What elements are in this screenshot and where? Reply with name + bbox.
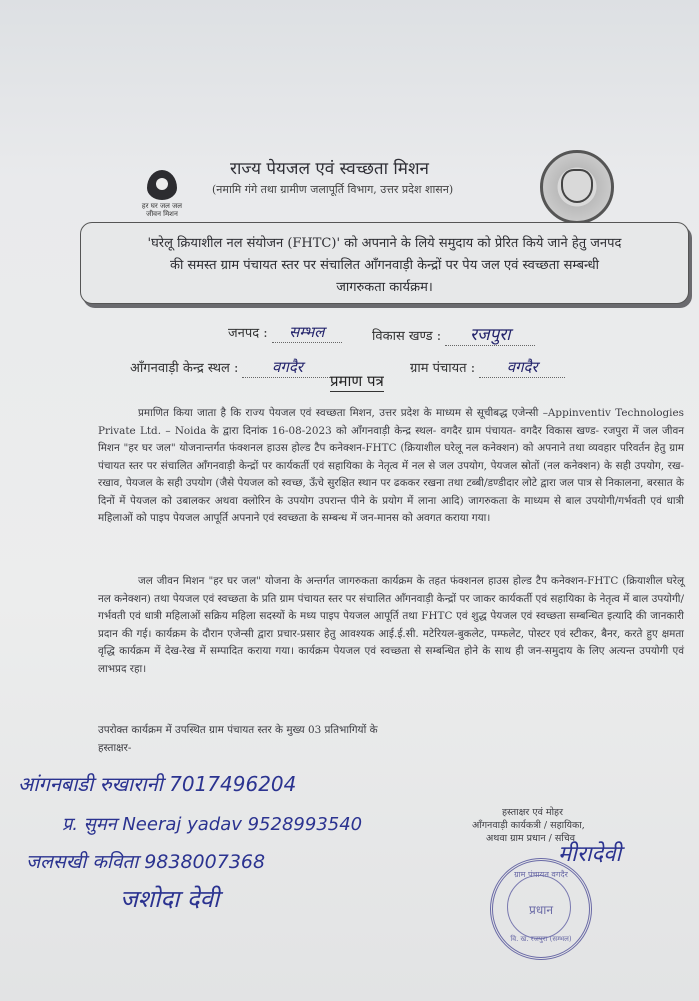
pradhan-stamp xyxy=(490,858,592,960)
participant-signature-3: जलसखी कविता 9838007368 xyxy=(26,851,266,873)
banner-line-1: 'घरेलू क्रियाशील नल संयोजन (FHTC)' को अपनाने के लिये समुदाय को प्रेरित किये जाने हेतु जनपद xyxy=(147,236,622,251)
center-row xyxy=(130,357,332,378)
block-row xyxy=(372,322,535,346)
banner-line-2: की समस्त ग्राम पंचायत स्तर पर संचालित आँगनवाड़ी केन्द्रों पर पेय जल एवं स्वच्छता सम्बन्धी xyxy=(169,258,600,273)
sign-seal-label: हस्ताक्षर एवं मोहर xyxy=(502,807,563,818)
center-value: वगदैर xyxy=(242,357,332,378)
banner-line-3: जागरुकता कार्यक्रम। xyxy=(336,280,433,295)
stamp-middle-text: प्रधान xyxy=(529,903,553,917)
certificate-paragraph-2: जल जीवन मिशन "हर घर जल" योजना के अन्तर्गत जागरुकता कार्यक्रम के तहत फंक्शनल हाउस होल्ड टैप कनेक्शन-FHTC (क्रियाशील घरेलू नल कनेक्शन) तथा पेयजल एवं स्वच्छता के प्रति ग्राम पंचायत स्तर पर संचालित आँगनवाड़ी केन्द्रों पर जाकर कार्यकर्ती एवं सहायिका के नेतृत्व में बाल उपयोगी/गर्भवती एवं धात्री महिलाओं सक्रिय महिला सदस्यों के मध्य पाइप पेयजल आपूर्ति तथा FHTC एवं शुद्ध पेयजल एवं स्वच्छता सम्बन्धित इत्यादि की जानकारी प्रदान की गई। कार्यक्रम के दौरान एजेन्सी द्वारा प्रचार-प्रसार हेतु आवश्यक आई.ई.सी. मटेरियल-बुकलेट, पम्फलेट, पोस्टर एवं स्टीकर, बैनर, करते हुए क्षमता वृद्धि कार्यक्रम में देख-रेख में सम्पादित कराया गया। कार्यक्रम पेयजल एवं स्वच्छता से सम्बन्धित होने के साथ ही जन-समुदाय के लिए अत्यन्त उपयोगी एवं लाभप्रद रहा। xyxy=(98,575,684,675)
anganwadi-signature: मीरादेवी xyxy=(558,842,622,867)
page-subtitle: (नमामि गंगे तथा ग्रामीण जलापूर्ति विभाग, उत्तर प्रदेश शासन) xyxy=(212,183,454,196)
panchayat-row xyxy=(410,357,565,378)
stamp-bottom-text: वि. ख. रजपुरा (सम्भल) xyxy=(510,935,572,943)
participants-signature-label: हस्ताक्षर- xyxy=(98,742,132,754)
left-logo-text: हर घर जल जल जीवन मिशन xyxy=(141,202,183,218)
district-row xyxy=(228,322,342,343)
stamp-top-text: ग्राम पंचायत वगदैर xyxy=(514,870,568,879)
page-title: राज्य पेयजल एवं स्वच्छता मिशन xyxy=(230,159,429,179)
district-label: जनपद : xyxy=(228,326,268,341)
certificate-paragraph-1: प्रमाणित किया जाता है कि राज्य पेयजल एवं स्वच्छता मिशन, उत्तर प्रदेश के माध्यम से सूचीबद्ध एजेन्सी –Appinventiv Technologies Private Ltd. – Noida के द्वारा दिनांक 16-08-2023 को आँगनवाड़ी केन्द्र स्थल- वगदैर ग्राम पंचायत- वगदैर विकास खण्ड- रजपुरा में जल जीवन मिशन "हर घर जल" योजनान्तर्गत फंक्शनल हाउस होल्ड टैप कनेक्शन-FHTC (क्रियाशील घरेलू नल कनेक्शन) को अपनाने तथा व्यवहार परिवर्तन हेतु ग्राम पंचायत स्तर पर संचालित आँगनवाड़ी केन्द्रों पर कार्यकर्ती एवं सहायिका के नेतृत्व में नल से जल उपयोग, पेयजल स्रोतों (नल कनेक्शन) के सही उपयोग, रख-रखाव, पेयजल के सही उपयोग (जैसे पेयजल को स्वच्छ, ऊँचे सुरक्षित स्थान पर ढककर रखना तथा टब्बी/डण्डीदार लोटे द्वारा जल पात्र से निकालना, बरसात के दिनों में पेयजल को उबालकर अथवा क्लोरिन के उपयोग उपरान्त पीने के प्रयोग में लाना आदि) जागरुकता के माध्यम से बाल उपयोगी/गर्भवती एवं धात्री महिलाओं को पाइप पेयजल आपूर्ति अपनाने एवं स्वच्छता के सम्बन्ध में जन-मानस को अवगत कराया गया। xyxy=(98,407,684,524)
district-value: सम्भल xyxy=(272,322,342,343)
participant-signature-1: आंगनबाडी रुखारानी 7017496204 xyxy=(18,772,297,796)
participant-signature-4: जशोदा देवी xyxy=(120,885,220,913)
pradhan-secretary-label: अथवा ग्राम प्रधान / सचिव xyxy=(486,833,576,844)
block-value: रजपुरा xyxy=(445,322,535,346)
certificate-title: प्रमाण पत्र xyxy=(330,372,384,390)
center-label: आँगनवाड़ी केन्द्र स्थल : xyxy=(130,361,239,376)
panchayat-label: ग्राम पंचायत : xyxy=(410,361,476,376)
up-government-seal-icon xyxy=(540,150,614,224)
block-label: विकास खण्ड : xyxy=(372,329,442,344)
panchayat-value: वगदैर xyxy=(479,357,565,378)
participants-intro: उपरोक्त कार्यक्रम में उपस्थित ग्राम पंचायत स्तर के मुख्य 03 प्रतिभागियों के xyxy=(98,724,378,736)
program-banner xyxy=(80,222,689,304)
anganwadi-worker-label: आँगनवाड़ी कार्यकत्री / सहायिका, xyxy=(472,820,585,831)
participant-signature-2: प्र. सुमन Neeraj yadav 9528993540 xyxy=(62,814,363,835)
water-drop-icon xyxy=(147,170,177,200)
